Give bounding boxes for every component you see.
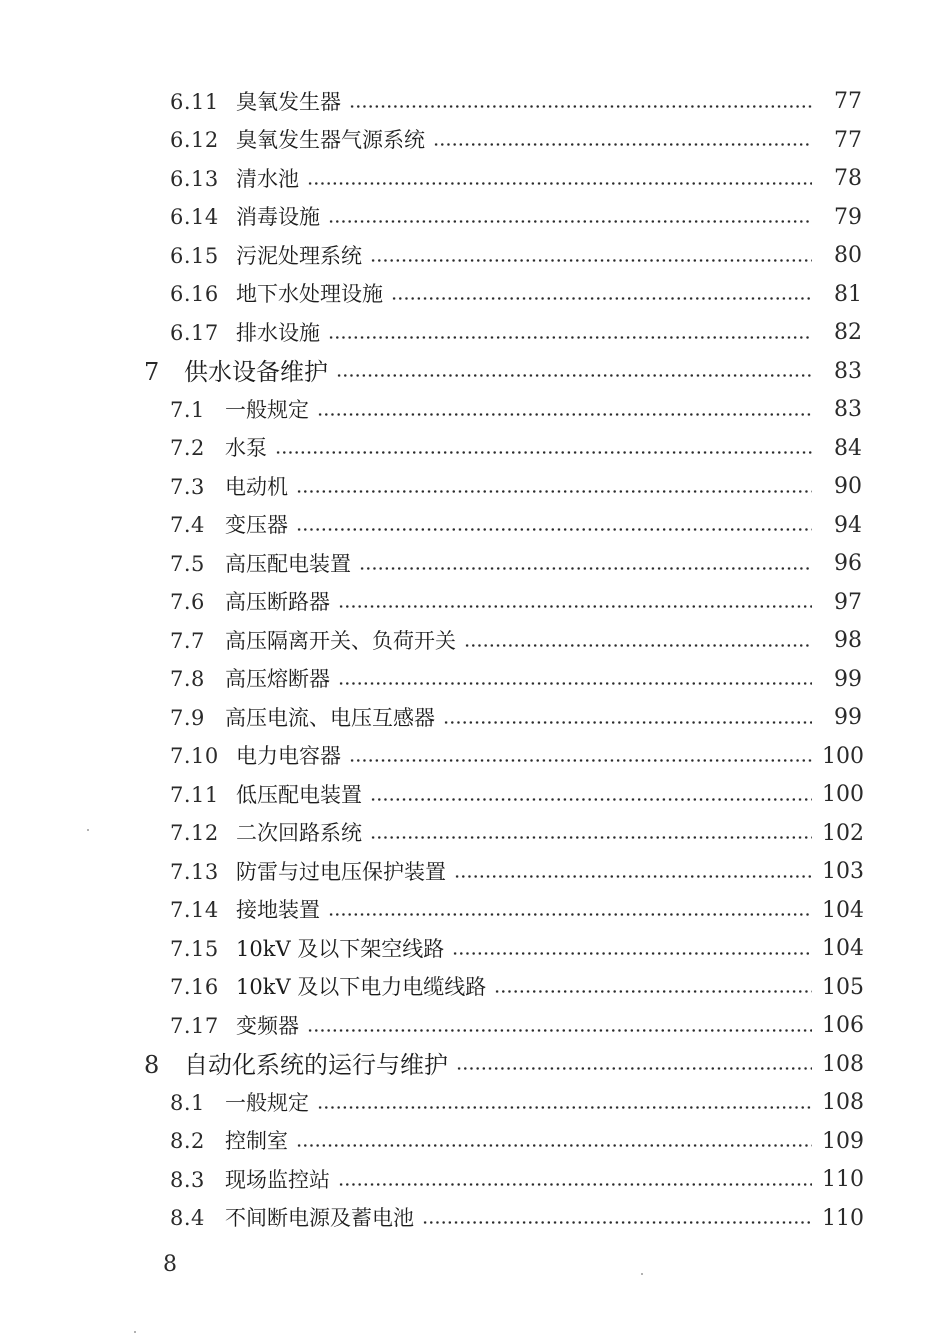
toc-chapter-entry[interactable]	[0, 353, 862, 392]
toc-entry-number: 6.13	[170, 166, 219, 191]
table-of-contents	[0, 83, 950, 1238]
toc-entry-page: 82	[834, 320, 862, 346]
toc-section-entry[interactable]	[0, 468, 862, 507]
toc-entry-page: 77	[834, 127, 862, 153]
toc-entry-title: 防雷与过电压保护装置	[236, 859, 446, 884]
toc-section-entry[interactable]	[0, 892, 862, 931]
toc-entry-number: 7.4	[170, 513, 205, 538]
toc-entry-page: 77	[834, 89, 862, 115]
toc-entry-number: 6.14	[170, 205, 219, 230]
toc-section-entry[interactable]	[0, 83, 862, 122]
dot-leader	[338, 682, 812, 685]
toc-entry-page: 97	[834, 589, 862, 615]
dot-leader	[328, 220, 812, 223]
toc-entry-title: 地下水处理设施	[236, 282, 383, 307]
toc-section-entry[interactable]	[0, 853, 862, 892]
dot-leader	[307, 1029, 812, 1032]
toc-entry-number: 6.15	[170, 243, 219, 268]
dot-leader	[338, 605, 812, 608]
toc-entry-title: 排水设施	[236, 320, 320, 345]
toc-entry-number: 7.15	[170, 936, 219, 961]
dot-leader	[328, 336, 812, 339]
toc-entry-page: 100	[822, 743, 864, 769]
toc-entry-number: 7.8	[170, 667, 205, 692]
toc-section-entry[interactable]	[0, 699, 862, 738]
dot-leader	[359, 567, 812, 570]
toc-section-entry[interactable]	[0, 738, 862, 777]
toc-entry-title: 不间断电源及蓄电池	[225, 1206, 414, 1231]
toc-entry-title: 清水池	[236, 166, 299, 191]
toc-section-entry[interactable]	[0, 584, 862, 623]
dot-leader	[317, 413, 812, 416]
toc-entry-page: 96	[834, 551, 862, 577]
toc-entry-page: 90	[834, 474, 862, 500]
toc-entry-title: 高压隔离开关、负荷开关	[225, 628, 456, 653]
toc-entry-page: 99	[834, 705, 862, 731]
toc-section-entry[interactable]	[0, 237, 862, 276]
toc-entry-title: 低压配电装置	[236, 782, 362, 807]
dot-leader	[275, 451, 812, 454]
toc-entry-page: 108	[822, 1090, 864, 1116]
toc-section-entry[interactable]	[0, 199, 862, 238]
toc-entry-page: 110	[822, 1167, 864, 1193]
toc-entry-number: 7.9	[170, 705, 205, 730]
scan-speck	[134, 1331, 136, 1333]
dot-leader	[454, 875, 812, 878]
toc-entry-number: 7.11	[170, 782, 219, 807]
toc-section-entry[interactable]	[0, 545, 862, 584]
toc-entry-number: 7.14	[170, 898, 219, 923]
toc-entry-page: 108	[822, 1051, 864, 1077]
dot-leader	[464, 644, 812, 647]
toc-entry-page: 98	[834, 628, 862, 654]
dot-leader	[296, 1144, 812, 1147]
toc-entry-title: 一般规定	[225, 397, 309, 422]
toc-entry-number: 8	[144, 1050, 160, 1079]
toc-entry-title: 供水设备维护	[184, 357, 328, 386]
toc-entry-number: 7.12	[170, 821, 219, 846]
toc-section-entry[interactable]	[0, 1084, 862, 1123]
toc-entry-page: 104	[822, 936, 864, 962]
toc-entry-title: 水泵	[225, 436, 267, 461]
dot-leader	[452, 952, 812, 955]
toc-section-entry[interactable]	[0, 160, 862, 199]
toc-section-entry[interactable]	[0, 507, 862, 546]
toc-entry-page: 109	[822, 1128, 864, 1154]
toc-section-entry[interactable]	[0, 1200, 862, 1239]
toc-entry-number: 7.6	[170, 590, 205, 615]
dot-leader	[370, 836, 812, 839]
toc-entry-page: 83	[834, 397, 862, 423]
page-number: 8	[163, 1252, 177, 1277]
toc-entry-title: 一般规定	[225, 1090, 309, 1115]
toc-entry-number: 7	[144, 357, 160, 386]
toc-section-entry[interactable]	[0, 930, 862, 969]
toc-entry-title: 污泥处理系统	[236, 243, 362, 268]
toc-entry-page: 94	[834, 512, 862, 538]
toc-entry-title: 二次回路系统	[236, 821, 362, 846]
toc-section-entry[interactable]	[0, 1161, 862, 1200]
toc-entry-number: 8.2	[170, 1129, 205, 1154]
toc-section-entry[interactable]	[0, 969, 862, 1008]
toc-entry-page: 80	[834, 243, 862, 269]
toc-entry-title: 电力电容器	[236, 744, 341, 769]
dot-leader	[370, 798, 812, 801]
toc-entry-title: 臭氧发生器	[236, 89, 341, 114]
scan-speck	[641, 1273, 643, 1275]
toc-section-entry[interactable]	[0, 430, 862, 469]
toc-section-entry[interactable]	[0, 815, 862, 854]
toc-entry-page: 99	[834, 666, 862, 692]
toc-entry-title: 控制室	[225, 1129, 288, 1154]
dot-leader	[328, 913, 812, 916]
dot-leader	[307, 182, 812, 185]
dot-leader	[317, 1106, 812, 1109]
toc-entry-title: 10kV 及以下电力电缆线路	[236, 975, 487, 1000]
toc-chapter-entry[interactable]	[0, 1046, 862, 1085]
toc-entry-title: 变频器	[236, 1013, 299, 1038]
toc-entry-page: 103	[822, 859, 864, 885]
toc-entry-number: 7.5	[170, 551, 205, 576]
dot-leader	[349, 759, 812, 762]
toc-entry-title: 臭氧发生器气源系统	[236, 128, 425, 153]
toc-entry-page: 81	[834, 281, 862, 307]
toc-entry-title: 现场监控站	[225, 1167, 330, 1192]
toc-entry-page: 78	[834, 166, 862, 192]
toc-section-entry[interactable]	[0, 776, 862, 815]
toc-entry-title: 电动机	[225, 474, 288, 499]
dot-leader	[349, 105, 812, 108]
toc-entry-page: 100	[822, 782, 864, 808]
toc-entry-number: 6.12	[170, 128, 219, 153]
toc-entry-number: 8.3	[170, 1167, 205, 1192]
toc-entry-page: 83	[834, 358, 862, 384]
toc-entry-number: 7.7	[170, 628, 205, 653]
toc-section-entry[interactable]	[0, 122, 862, 161]
dot-leader	[296, 490, 812, 493]
toc-entry-title: 自动化系统的运行与维护	[184, 1050, 448, 1079]
toc-entry-number: 8.4	[170, 1206, 205, 1231]
toc-entry-title: 高压电流、电压互感器	[225, 705, 435, 730]
toc-entry-number: 7.3	[170, 474, 205, 499]
toc-entry-number: 6.16	[170, 282, 219, 307]
toc-entry-title: 高压配电装置	[225, 551, 351, 576]
toc-entry-title: 高压断路器	[225, 590, 330, 615]
toc-entry-page: 84	[834, 435, 862, 461]
toc-entry-page: 104	[822, 897, 864, 923]
dot-leader	[443, 721, 812, 724]
toc-entry-page: 102	[822, 820, 864, 846]
toc-entry-title: 消毒设施	[236, 205, 320, 230]
dot-leader	[494, 990, 812, 993]
dot-leader	[338, 1183, 812, 1186]
toc-section-entry[interactable]	[0, 1123, 862, 1162]
dot-leader	[391, 297, 812, 300]
toc-section-entry[interactable]	[0, 276, 862, 315]
toc-entry-number: 7.13	[170, 859, 219, 884]
toc-entry-page: 110	[822, 1205, 864, 1231]
toc-entry-number: 7.17	[170, 1013, 219, 1038]
toc-section-entry[interactable]	[0, 661, 862, 700]
toc-entry-number: 6.11	[170, 89, 219, 114]
scan-speck	[87, 829, 89, 831]
toc-entry-number: 7.1	[170, 397, 205, 422]
dot-leader	[456, 1067, 812, 1070]
toc-section-entry[interactable]	[0, 391, 862, 430]
toc-section-entry[interactable]	[0, 1007, 862, 1046]
toc-entry-number: 7.16	[170, 975, 219, 1000]
toc-entry-title: 接地装置	[236, 898, 320, 923]
toc-entry-number: 6.17	[170, 320, 219, 345]
dot-leader	[296, 528, 812, 531]
toc-entry-page: 105	[822, 974, 864, 1000]
dot-leader	[370, 259, 812, 262]
toc-section-entry[interactable]	[0, 314, 862, 353]
toc-entry-number: 8.1	[170, 1090, 205, 1115]
toc-entry-title: 10kV 及以下架空线路	[236, 936, 445, 961]
toc-entry-title: 变压器	[225, 513, 288, 538]
dot-leader	[422, 1221, 812, 1224]
toc-entry-page: 79	[834, 204, 862, 230]
toc-section-entry[interactable]	[0, 622, 862, 661]
toc-entry-page: 106	[822, 1013, 864, 1039]
dot-leader	[336, 374, 812, 377]
toc-entry-number: 7.2	[170, 436, 205, 461]
toc-entry-title: 高压熔断器	[225, 667, 330, 692]
dot-leader	[433, 143, 812, 146]
toc-entry-number: 7.10	[170, 744, 219, 769]
